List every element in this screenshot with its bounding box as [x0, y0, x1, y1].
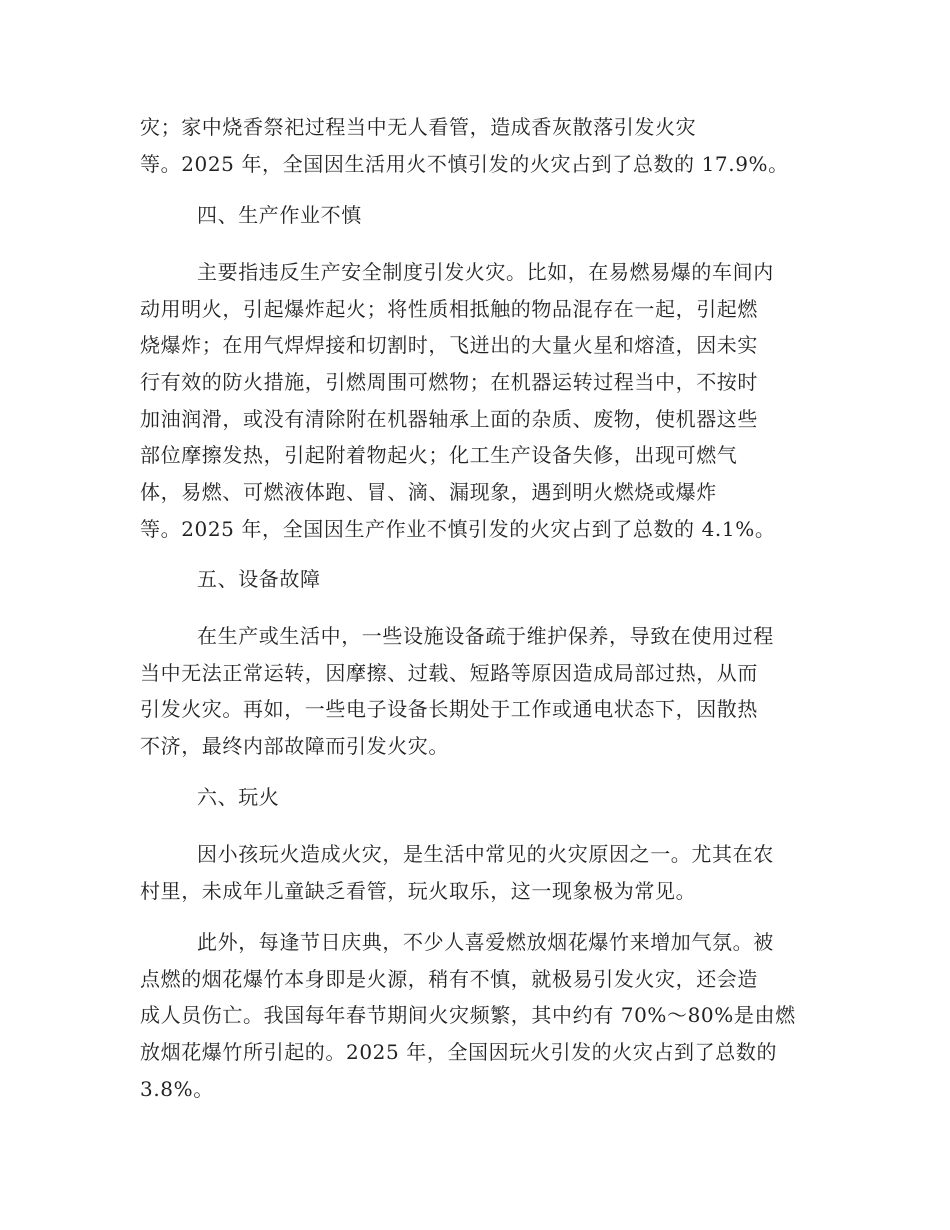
paragraph-line: 不济，最终内部故障而引发火灾。	[140, 734, 449, 758]
paragraph-line: 灾；家中烧香祭祀过程当中无人看管，造成香灰散落引发火灾	[140, 115, 697, 139]
paragraph-line: 烧爆炸；在用气焊焊接和切割时，飞迸出的大量火星和熔渣，因未实	[140, 333, 758, 357]
section-heading: 六、玩火	[197, 785, 280, 809]
paragraph-line: 在生产或生活中，一些设施设备疏于维护保养，导致在使用过程	[197, 624, 774, 648]
paragraph-line: 点燃的烟花爆竹本身即是火源，稍有不慎，就极易引发火灾，还会造	[140, 967, 758, 991]
paragraph-line: 放烟花爆竹所引起的。2025 年，全国因玩火引发的火灾占到了总数的	[140, 1040, 778, 1064]
paragraph-line: 当中无法正常运转，因摩擦、过载、短路等原因造成局部过热，从而	[140, 661, 758, 685]
paragraph-line: 3.8%。	[140, 1077, 214, 1101]
paragraph-line: 动用明火，引起爆炸起火；将性质相抵触的物品混存在一起，引起燃	[140, 297, 758, 321]
paragraph-line: 部位摩擦发热，引起附着物起火；化工生产设备失修，出现可燃气	[140, 443, 738, 467]
paragraph-line: 等。2025 年，全国因生产作业不慎引发的火灾占到了总数的 4.1%。	[140, 517, 776, 541]
paragraph-line: 加油润滑，或没有清除附在机器轴承上面的杂质、废物，使机器这些	[140, 407, 758, 431]
section-heading: 五、设备故障	[197, 567, 321, 591]
paragraph-line: 引发火灾。再如，一些电子设备长期处于工作或通电状态下，因散热	[140, 697, 758, 721]
paragraph-line: 此外，每逢节日庆典，不少人喜爱燃放烟花爆竹来增加气氛。被	[197, 930, 774, 954]
paragraph-line: 成人员伤亡。我国每年春节期间火灾频繁，其中约有 70%～80%是由燃	[140, 1003, 796, 1027]
paragraph-line: 行有效的防火措施，引燃周围可燃物；在机器运转过程当中，不按时	[140, 370, 758, 394]
paragraph-line: 主要指违反生产安全制度引发火灾。比如，在易燃易爆的车间内	[197, 260, 774, 284]
paragraph-line: 等。2025 年，全国因生活用火不慎引发的火灾占到了总数的 17.9%。	[140, 152, 789, 176]
paragraph-line: 体，易燃、可燃液体跑、冒、滴、漏现象，遇到明火燃烧或爆炸	[140, 480, 717, 504]
paragraph-line: 村里，未成年儿童缺乏看管，玩火取乐，这一现象极为常见。	[140, 879, 697, 903]
section-heading: 四、生产作业不慎	[197, 203, 362, 227]
paragraph-line: 因小孩玩火造成火灾，是生活中常见的火灾原因之一。尤其在农	[197, 842, 774, 866]
